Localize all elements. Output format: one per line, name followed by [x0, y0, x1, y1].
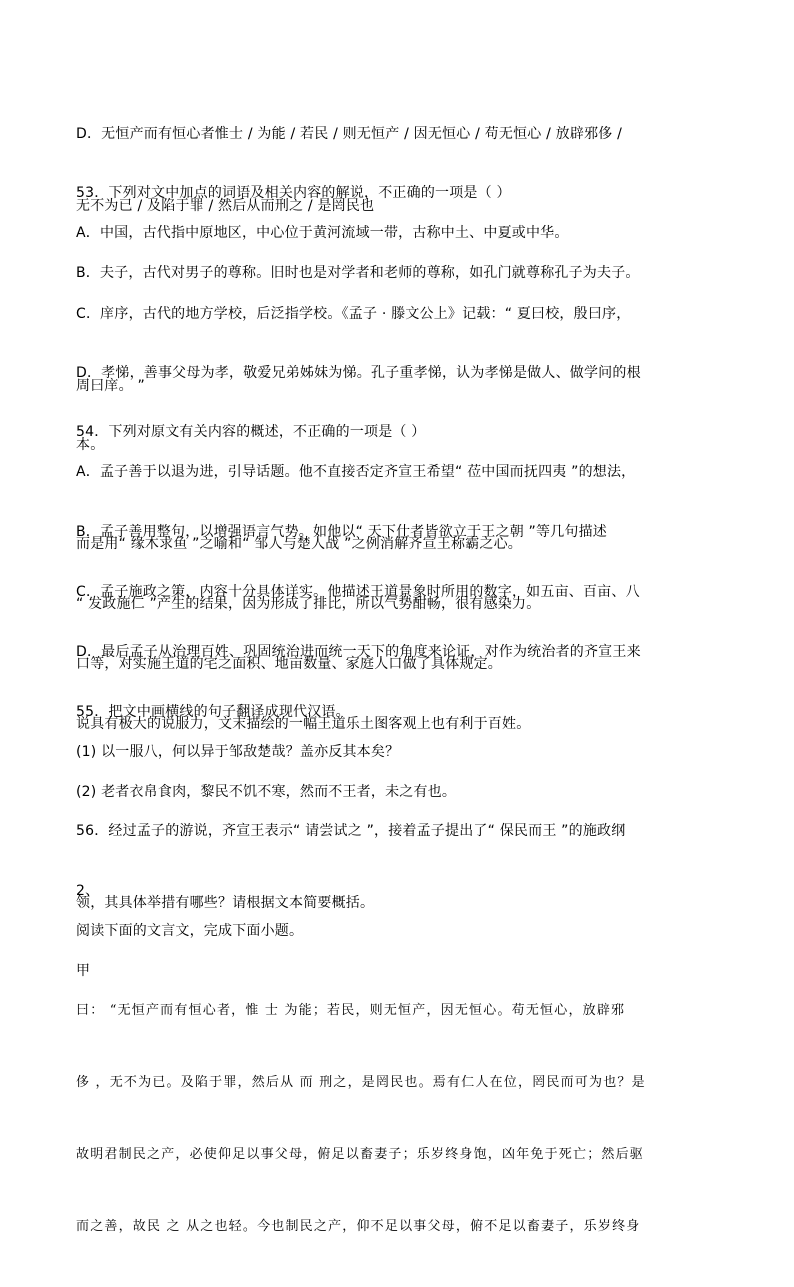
q52-option-d-line-2: 无不为已 / 及陷于罪 / 然后从而刑之 / 是罔民也 — [76, 198, 375, 214]
passage-label-jia-text: 甲 — [76, 963, 92, 979]
section-2-instruction-text: 阅读下面的文言文，完成下面小题。 — [76, 923, 304, 939]
q53-option-b-text: B．夫子，古代对男子的尊称。旧时也是对学者和老师的尊称，如孔门就尊称孔子为夫子。 — [76, 265, 640, 281]
q55-item-1-text: (1) 以一服八，何以异于邹敌楚哉？盖亦反其本矣？ — [76, 744, 400, 760]
q53-option-d-line-1: D．孝悌，善事父母为孝，敬爱兄弟姊妹为悌。孔子重孝悌，认为孝悌是做人、做学问的根 — [76, 365, 641, 381]
q54-option-d-line-2: 说具有极大的说服力，文末描绘的一幅王道乐土图客观上也有利于百姓。 — [76, 716, 531, 732]
q56-line-1: 56．经过孟子的游说，齐宣王表示“ 请尝试之 ”，接着孟子提出了“ 保民而王 ”的施政纲 — [76, 823, 626, 839]
classical-passage — [76, 951, 726, 1287]
q53-option-c-line-2: 周曰庠。 ” — [76, 378, 145, 394]
q53-stem-text: 53．下列对文中加点的词语及相关内容的解说，不正确的一项是（ ） — [76, 185, 511, 201]
q54-option-a-line-2: 而是用“ 缘木求鱼 ”之喻和“ 邹人与楚人战 ”之例消解齐宣王称霸之心。 — [76, 536, 523, 552]
q53-option-a-text: A．中国，古代指中原地区，中心位于黄河流域一带，古称中土、中夏或中华。 — [76, 225, 569, 241]
q53-option-d-line-2: 本。 — [76, 437, 105, 453]
q54-stem-text: 54．下列对原文有关内容的概述，不正确的一项是（ ） — [76, 424, 426, 440]
q54-option-b-line-2: “ 发政施仁 ”产生的结果，因为形成了排比，所以气势酣畅，很有感染力。 — [76, 596, 541, 612]
passage-line-4: 而之善，故民 之 从之也轻。今也制民之产，仰不足以事父母，俯不足以畜妻子，乐岁终身 — [76, 1219, 641, 1234]
q54-option-a-line-1: A．孟子善于以退为进，引导话题。他不直接否定齐宣王希望“ 莅中国而抚四夷 ”的想法， — [76, 464, 636, 480]
q55-stem-text: 55．把文中画横线的句子翻译成现代汉语。 — [76, 704, 350, 720]
q52-option-d-line-1: D．无恒产而有恒心者惟士 / 为能 / 若民 / 则无恒产 / 因无恒心 / 苟无恒心 / 放辟邪侈 / — [76, 126, 623, 142]
passage-line-3: 故明君制民之产，必使仰足以事父母，俯足以畜妻子；乐岁终身饱，凶年免于死亡；然后驱 — [76, 1147, 645, 1162]
q53-option-c-line-1: C．庠序，古代的地方学校，后泛指学校。《孟子 · 滕文公上》记载：“ 夏曰校，殷曰序， — [76, 306, 631, 322]
passage-line-2: 侈 ，无不为已。及陷于罪，然后从 而 刑之，是罔民也。焉有仁人在位，罔民而可为也？是 — [76, 1075, 646, 1090]
q56-line-2: 领，其具体举措有哪些？请根据文本简要概括。 — [76, 895, 375, 911]
passage-line-1: 曰： “无恒产而有恒心者，惟 士 为能；若民，则无恒产，因无恒心。苟无恒心，放辟邪 — [76, 1003, 626, 1018]
q54-option-c-line-1: C．孟子施政之策，内容十分具体详实。他描述王道景象时所用的数字，如五亩、百亩、八 — [76, 584, 640, 600]
q54-option-c-line-2: 口等，对实施王道的宅之面积、地亩数量、家庭人口做了具体规定。 — [76, 656, 502, 672]
section-2-number-text: 2、 — [76, 883, 100, 899]
q54-option-d-line-1: D．最后孟子从治理百姓、巩固统治进而统一天下的角度来论证，对作为统治者的齐宣王来 — [76, 644, 641, 660]
q55-item-2-text: (2) 老者衣帛食肉，黎民不饥不寒，然而不王者，未之有也。 — [76, 784, 457, 800]
q54-option-b-line-1: B．孟子善用整句，以增强语言气势。如他以“ 天下仕者皆欲立于王之朝 ”等几句描述 — [76, 524, 608, 540]
